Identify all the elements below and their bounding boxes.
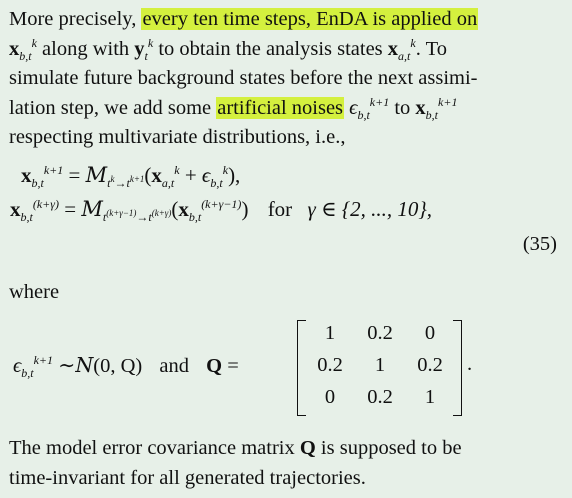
equation-line-1: $x_{b,t}^{k+1} = M_{t^k\to t^{k+1}}(x_{a,t}^k + \epsilon_{b,t}^k)$, (21, 163, 241, 191)
matrix-cell: 1 (424, 386, 436, 408)
matrix-cell: 0 (324, 386, 336, 408)
intro-line4-start: lation step, we add some (9, 96, 212, 119)
highlight-1: every ten time steps, EnDA is applied on (142, 8, 478, 30)
closing-line1b: is supposed to be (320, 437, 462, 459)
closing-line1a: The model error covariance matrix (9, 437, 295, 459)
intro-line3: simulate future background states before the next assimi- (9, 67, 478, 89)
equation-line-2: $x_{b,t}^{(k+\gamma)} = M_{t^{(k+\gamma-1)}\to t^{(k+\gamma)}}(x_{b,t}^{(k+\gamma-1)})$ for γ ∈ {2, ..., 10}, (10, 197, 433, 225)
intro-line5: respecting multivariate distributions, i.e., (9, 126, 346, 148)
intro-lead: More precisely, (9, 8, 137, 30)
matrix-cell: 1 (374, 354, 386, 376)
equation-number: (35) (522, 233, 557, 255)
covariance-matrix (297, 320, 462, 414)
matrix-cell: 0.2 (417, 354, 443, 376)
matrix-period: . (467, 353, 473, 375)
math-x-next: $x_{b,t}^{k+1}$ (415, 94, 458, 122)
to-text: to (394, 96, 411, 119)
matrix-cell: 0.2 (367, 322, 393, 344)
math-x-bt: $x_{b,t}^k$ (9, 35, 37, 63)
math-x-at: $x_{a,t}^k$ (387, 35, 416, 63)
closing-Q: Q (299, 437, 316, 459)
math-y-t: $y_t^k$ (134, 35, 154, 63)
matrix-cell: 0.2 (317, 354, 343, 376)
matrix-cell: 0.2 (367, 386, 393, 408)
to-obtain-text: to obtain the analysis states (158, 37, 383, 60)
sentence-end: . To (415, 37, 447, 60)
closing-line2: time-invariant for all generated trajectories. (9, 466, 366, 489)
where-label: where (9, 281, 60, 303)
along-with-text: along with (42, 37, 130, 60)
matrix-cell: 0 (424, 322, 436, 344)
intro-paragraph (9, 5, 561, 153)
closing-paragraph (9, 434, 561, 493)
highlight-2: artificial noises (217, 96, 344, 119)
math-eps-b: $\epsilon_{b,t}^{k+1}$ (349, 94, 390, 122)
noise-distribution: $\epsilon_{b,t}^{k+1}$ ∼N(0, Q) and Q = (13, 353, 239, 381)
matrix-cell: 1 (324, 322, 336, 344)
